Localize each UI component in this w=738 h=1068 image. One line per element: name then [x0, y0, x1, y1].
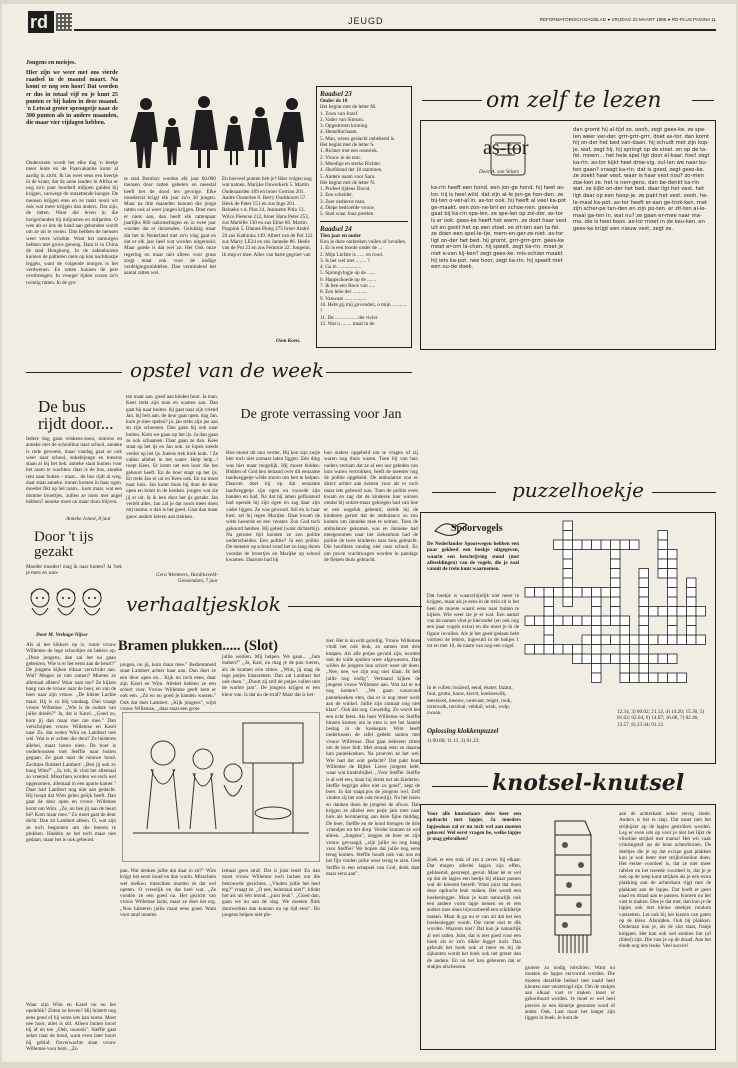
crossword-cell [544, 645, 554, 655]
raadsel-line: Het begint met de letter N. [320, 179, 376, 186]
crossword-cell [582, 540, 592, 550]
bus-text: Iedere dag gaan reiskeus-zoen, tourons en anneke met de schoolbus naar school, anneke is rede gewoest, maar vandag gaat ze ook weer naar school, enkelejonge en toeuros staan al bij het hek. anneke staat bumen voor het raam te wachten. daar is de bus, anneke rent naar buiten - maar... de bus rijdt al weg. daar staat anneke. tranen komen in haar ogen. moeder fikt op het raam... kom maar. wat een domme broertjes, zullen ze niets met angel hebben? anneke moet nu maar thuis blijven. [26, 436, 122, 505]
raadsel-line: 1. Er is een mooie onder de ... [320, 245, 383, 252]
banner-line [422, 100, 482, 101]
puzzel-body: Dat boekje is waarschijnlijk niet meer te krijgen, maar als je eens in de trein zit is het heel de moeite waard eens naar buiten te kijken. Wie weet zie je er wat. Een aantal van de namen vind je hieronder (en ook nog een paar vogels extra) en die moet je in de figuur invullen. Als je het goed gedaan hebt vormen de letters, ingevuld in de hokjes 1 tot en met 10, de naam van nog een vogel. [427, 593, 519, 650]
crossword-cell [592, 626, 602, 636]
crossword-cell [687, 626, 697, 636]
crossword-cell [696, 635, 706, 645]
crossword-cell [544, 607, 554, 617]
crossword-cell [592, 645, 602, 655]
banner-line-2 [652, 492, 716, 493]
zelf-banner [422, 86, 714, 116]
raadsel-line: 4. Hoofdstad der 10 stammen. [320, 167, 383, 174]
raadsel-23-subtitle: Onder de 10 [320, 98, 348, 104]
verhaal-left-column-end: Waar zijn Wim en Karel nu nu het opeinhik? Zitten ze boven? Hij luistert nog eens goed of hij soms iets kan horen. Moet nee hoor, alles is stil. Alleen buiten hoort hij af en toe ,,Oeh, oooooh". Steffie gaat zeker naar de hond, want even later hoort hij geblaf. Onverwachts staat vrouw Willemse voor hem. ,,Zo [26, 1002, 116, 1053]
crossword-cell [611, 635, 621, 645]
bus-signature: Anneke Jonest, 8 jaar [66, 516, 111, 522]
crossword-cell [668, 597, 678, 607]
crossword-cell [668, 626, 678, 636]
crossword-cell [639, 645, 649, 655]
raadsel-line: 2. Vrouw in de tent. [320, 154, 362, 161]
crossword-cell [611, 616, 621, 626]
crossword-cell [668, 654, 678, 664]
banner-line-2 [326, 372, 412, 373]
crossword-cell [535, 616, 545, 626]
raadsel-line: 8. Een lelie der ........... [320, 289, 367, 296]
crossword-cell [687, 597, 697, 607]
crossword-cell [573, 616, 583, 626]
banner-line-2 [692, 100, 714, 101]
crossword-cell [630, 673, 640, 683]
crossword-cell [563, 559, 573, 569]
raadsel-23-list [320, 104, 408, 217]
raadsel-line: 5. Stad waar Jona preekte. [320, 211, 375, 218]
crossword-cell [563, 597, 573, 607]
crossword-cell [601, 635, 611, 645]
crossword-cell [592, 616, 602, 626]
crossword-cell [611, 607, 621, 617]
crossword-cell [544, 616, 554, 626]
crossword-cell [620, 616, 630, 626]
opstel-banner-text: opstel van de week [130, 358, 325, 382]
crossword-cell [696, 607, 706, 617]
crossword-cell [535, 588, 545, 598]
raadsel-line: 10. Hebt gij mij govonden, o mijn ............ ? [320, 301, 408, 315]
raadsel-line: 3. Zeer nedierne man. [320, 198, 366, 205]
banner-line [432, 786, 488, 787]
crossword-cell [592, 540, 602, 550]
crossword-cell [658, 569, 668, 579]
bookmark-illustration [525, 811, 617, 961]
crossword-cell [592, 664, 602, 674]
oplossing-title: Oplossing klokkenpuzzel [427, 727, 499, 735]
crossword-cell [592, 635, 602, 645]
crossword-cell [658, 531, 668, 541]
crossword-cell [630, 635, 640, 645]
crossword-cell [554, 645, 564, 655]
crossword-cell [668, 635, 678, 645]
verhaal-section [26, 632, 422, 1052]
crossword-cell [639, 664, 649, 674]
logo-text: rd [30, 12, 48, 32]
crossword-cell [525, 588, 535, 598]
ijs-text: Moeder moeder! mag ik naar buiten? Ja ?rek je mets en wan- [26, 564, 122, 577]
crossword-cell [658, 559, 668, 569]
crossword-cell [592, 588, 602, 598]
banner-line [288, 606, 422, 607]
intro-column-2: te stad Bombay worden elk jaar 60.000 mensen door ratten gebeten en meestal heeft het de dood ten gevolge. Elke moederrat krijgt elk jaar zo'n 30 jongen. Maar na drie maanden kunnen die jonge ratten ook al weer jongen krijgen. Doet men er niets aan, dan heeft elk rattenpaar jaarlijks 800 nakomelingen en in twee jaar worden dat er duizenden. Gelukkig maar dat het in Nederland met zo'n vlag gaat en dat er elk jaar heel wat worden uitgeroeid. Maar goede is dat wel zo. Het Ook onze regering nu maar niet alleen voor grass zorgt maar ook voor de nodige verdelgingsmiddelen. Dan verminderd het aantal ratten wel. [124, 176, 216, 277]
crossword-cell [563, 588, 573, 598]
verrassing-title: De grote verrassing voor Jan [240, 407, 402, 422]
crossword-cell [525, 616, 535, 626]
crossword-cell [639, 626, 649, 636]
puzzel-word-list: In te vullen: buizerd, eend, ekster, fazant, fuut, grutto, kauw, kievit, koekoewilk, meerkoet, meeuw, ooievaar, reiger, rook, torenvalk, turuluur, velduil, wink, wulp, zwaan. [427, 685, 513, 717]
crossword-cell [687, 635, 697, 645]
crossword-cell [668, 673, 678, 683]
crossword-cell [668, 578, 678, 588]
crossword-cell [658, 607, 668, 617]
crossword-cell [525, 645, 535, 655]
raadsel-line: 6. Happschoede op de ....... [320, 276, 377, 283]
intro-signature: Oom Koen. [276, 338, 301, 344]
greeting: Jongens en meisjes. [26, 60, 76, 66]
crossword-cell [601, 654, 611, 664]
raadsel-line: 1. Zoon van Jozef. [320, 110, 359, 117]
children-illustration [26, 584, 118, 628]
raadsel-line: 3. Opgedroten kroning. [320, 123, 369, 130]
knotsel-column-1: Zoek er een stuk of zes à zeven bij elkaar. Dat mogen allerlei lapjes zijn effen, gebloemd, gestreept, geruit. Maar let er wel op dat de lapjes een beetje bij elkaar passen wat de kleuren betreft. Want juist dat moet deze opdracht leuk maken. Het wordt een boekenlegger. Maar je kunt natuurlijk ook een andere vorm lapje nemen en er iets anders mee doen bijvoorbeeld een schildertje maken. Maar ik ga nu er van uit dat het een boekenlegger wordt. Die moet niet te dik worden. Waarom niet? Dat kun je natuurlijk al wel raden. Juist, dat is niet goed voor een boek als er zo'n dikke legger inzit. Dan gebruik het boek ook al meer en bij de zijkanten wordt het boek ook net groter dan de andere. En nu het kan gebeuren dat er stukjes afscheuren. [427, 857, 521, 971]
verhaal-mid-col-1: jongen, nu jij, kom maar mee." Bedremmeld staat Lambert achter haar aan. Dan doet ze een deur open en... Kijk nu toch eens, daar zijn Karel en Wim. Allebei hebben ze een schort voor. Vrouw Willemse geeft hem er ook een. ,,Zo en nu goed je handen wassen." Ook dat doet Lambert. ,,Kijk jongens", wijst vrouw Willemse, ,,daar staat een grote [120, 662, 216, 713]
verhaal-mid-col-3: pan. Wat denken jullie dat daar in zit?" Wim krijgt het eerst koud en dan warm. Misschien wel inelkeo. misschien moeten ze dat wel opeten. O vreselijk en dat heel wat. ,,Ze vonden ze een goed na. Het gezicht van vrouw Willemse lacht, maar ze doet het erg. ,,Nou luisteren jullie maar eens goed. Want voor straf moeten [120, 868, 216, 919]
crossword-cell [601, 588, 611, 598]
crossword-cell [668, 550, 678, 560]
crossword-cell [668, 559, 678, 569]
crossword-cell [592, 607, 602, 617]
kitchen-illustration [122, 712, 320, 862]
opstel-banner [26, 356, 412, 386]
crossword-cell [677, 607, 687, 617]
raadsel-line: 11. De ................. der rivier. [320, 314, 379, 321]
raadsel-line: 5. Man, wiens geslacht onbekend is. [320, 135, 396, 142]
zelf-banner-text: om zelf te lezen [486, 88, 662, 113]
crossword-cell [677, 673, 687, 683]
crossword-cell [573, 654, 583, 664]
zelf-author: Door A. van Velzen [479, 169, 519, 175]
intro-column-1: Onderussen wordt het elke dag 'n beetje meer lente en de Paasvakantie komt al aardig in zicht. Ik las weer eens een keertje in de krant, dat de anne landen in Afrika er nog zo'n paar honderd miljoen gulden bij krijgen, vanwege de ontzettende honger. De mensen krijgen eten en ze raakt nooit wit ook wat meer krijgen dan anders. Dat zijn, de ratten. Want die leven in die hongerlanden bij miljoenen en miljarden. O wee als er iets de hand aan gebonden wordt om ze uit te roeien. Dan hebben de mensen weer verre windste. Want het natuurgen hebben met grove genoog. Daar is in China de stad Hongkong. In de zakenhuizen kunnen de paltieten niets op kan nachtkastje leggen, want de volgende morgen is het verdwenen. En ratten kunnen de pest overbrengen. In vroeger tijden waren zo'n twintig ratten. In de gro- [26, 160, 118, 286]
crossword-cell [611, 540, 621, 550]
zelf-title: as-tor [483, 137, 529, 159]
crossword-cell [582, 616, 592, 626]
puzzel-banner [432, 476, 716, 508]
raadsel-24-subtitle: Tien jaar en ouder [320, 232, 362, 239]
crossword-cell [611, 597, 621, 607]
raadsel-line: 4. Ga in .................. [320, 264, 362, 271]
ijs-title: Door 't ijs gezakt [34, 529, 94, 560]
crossword-cell [687, 616, 697, 626]
crossword-cell [544, 597, 554, 607]
banner-line [26, 372, 122, 373]
crossword-cell [639, 569, 649, 579]
crossword-cell [658, 540, 668, 550]
raadsel-line: 2. Een scheider. [320, 192, 353, 199]
crossword-cell [544, 626, 554, 636]
knotsel-banner-text: knotsel-knutsel [492, 770, 685, 796]
crossword-cell [611, 550, 621, 560]
intro-column-3: En hoeveel punten heb je? Hier volgen nog wat namen. Marijke Ouwerkerk 5. Martin Oudenaarden 189 en broer Gerrian 201. Andre Oosterlee 8. Berry Oudshoorn 57. Henk de Pater 151 en zus Inge 201. Reineke v.d. Plas 24. Jeannette Pitlo 13. Wilco Pieterse 212, broer Hans Peter 253, zus Mariëlle 130 en zus Eline 66. Martin Poppink 5. Dianne Ploeg 275 broer André 20 zus Kathinka 149. Albert van de Pol 122 zus Marry LE24 en zus Janneke 86. Hedie van de Put 23 en zus Femmie 22. Jongelui, ik stop er mee. Alles van harte gegroet van [222, 176, 313, 258]
section-title: JEUGD [348, 16, 384, 26]
raadsel-line: Het begint met de letter S. [320, 142, 375, 149]
raadsel-line: 5. Andere naam voor Sara. [320, 173, 376, 180]
ijs-signature: Gera Wemmers, Hardinxveld-Giessendam, 7 jaar [156, 572, 218, 585]
crossword-cell [563, 531, 573, 541]
verrassing-column-1: Hoe moest dit nou verder, Hij kon zijn zusje hier toch niet zomaar laten liggen. Eén ding was hier maar mogelijk. Hij moest bidden. Bidden of God hen iemand over dit eenzame landweggetje wilde sturen om hen te helpen. Daarom doet hij op dat eenzame landweggetje zijn ogen en vouwde zijn handen en bad. Na dat hij amen gefluisterd had opende hij zijn ogen en zag daar zijn vader liggen. Ze was gewond. Stil en in haar kust, zei hij tegen Marijke. Daar kwam de witte hoeorde en een venster. Zou God toch gehoord hebben. Hij gebed (want dichterbij). Na gerume tijd konden ze zen politie onderscheiden. Een politie? Ja een politie. De meester op school vond het zo lang duren voordat de broertjes en Marijke op school kwamen. Daarom had hij [226, 450, 320, 564]
crossword-cell [658, 550, 668, 560]
knotsel-column-3: aan de achterkant zeker stevig slotte. Anders is het te slap. Dat moet met het strijkijzer op de lapjes geströken worden. Leg er even iets op voor je niet het lijkt de vliseline strijkel met mama! Het wit vaak vriezingstof op de bout achterbroien. De deeltjes die je op dat excipe gaat plakken kun je ook beter met strijkvliseline doen. Het eerste voordeel is, dat ze niet meer rafelen en het tweede voordeel is, dat je je ook op de zeep kunt strijken als je een extra plakking aan de achterkant rijgt met de plakkant aan de lapjes. Dat hoeft er geen naad en draad aan te passen. Komen nu het vast te maken. Doe je dat met, dan kun je de lapjes ook met kleine steekjes rondom vastzetten. Let ook bij het kiezen van gaten op de kleur. Afsnijden. Ook bij plakken. Onderaan kun je, als de slot staat, franje knippen. Het kan ook wel stroken lint (of ribbel) zijn. Die vast je op de draad. Aan het einde nog iets leuks. Veel succes! [619, 811, 711, 950]
crossword-cell [639, 588, 649, 598]
crossword-cell [611, 559, 621, 569]
raadsel-line: 4. Diepe bedroefde vrouw. [320, 205, 376, 212]
crossword-cell [668, 607, 678, 617]
crossword-cell [544, 588, 554, 598]
crossword-cell [611, 578, 621, 588]
intro-letter [26, 60, 316, 348]
masthead-rule [74, 29, 716, 31]
crossword-cell [592, 597, 602, 607]
crossword-cell [573, 588, 583, 598]
date-line: REFORMATORISCH DAGBLAD ● VRIJDAG 22 MAART 1985 ● RD-PLUS PAGINA 11 [539, 17, 716, 22]
crossword-cell [620, 540, 630, 550]
raadsel-line: 7. Ik ben een Roos van ..... [320, 283, 376, 290]
zelf-box [420, 120, 716, 350]
knotsel-lead: Voor alle knutselaars deze keer een opdracht met lapjes. Ja moeders lapjesdoos zal er nu toch wel aan moeten geloven! Wel eerst vragen he, welke lapjes je mag gebruiken? [427, 811, 521, 843]
crossword-cell [563, 550, 573, 560]
crossword-cell [563, 645, 573, 655]
verhaal-right-column: zier. Het is nu echt gezellig. Vrouw Willemse vindt het ook leuk, zo samen met drie knapen. Als alle potjes gevuld zijn, worden ook de vuile spullen weer afgewassen. Dan willen de jongens hun schort weer uit doen. ,,Nee, nee, we zijn nog niet klaar. Ik heb jullie nog nodig". Verbaasd kijken de jongens vrouw Willemse aan. Wat zal er nu nog komen?. ,,We gaan vanavond pannekoeken eten, dus er is nog meer werk aan de winkel. Jullie zijn zomaar nog niet klaar". Ook dat nog. Geweldig. Zo wordt het een echt feest. Als boer Willemse en Steffie binnen komen om te eten is net het laatste beslag in de koekepan. Wim heeft ondertussen de tafel gedekt samen met vrouw Willemse. Dan gaat iedereen zitten om de boer bidt. Met smaak eten ze daarna hun pannekoeken. Na proeven ze het wel. Wie had dat ooit gedacht? Dat pakt boer Willemse de Bijbel. Lieve jongens hebt, waar wat kinderbijbel. ,,Voor Steffie. Steffie is al wel een, maar hij denkt net als kinderen. Steffie begrijpt alles niet zo goed", zegt de boer. Ja dat snapt.pos de jongens wel. Zelf vinden zij het ook ook mooi(ij). Na het lezen en danken doen de jongens de afwas. Dan krijgen ze allebei een potje jam mee naar huis als herinnering aan deze fijne middag. De boer, Steffie en de hond brengen de drie vriendjes tot het dorp. Verder kunnen ze wel alleen. ,,Jongens", zeggen de boer en zijn vrouw gevraagd, ,,zijn jullie nu nog bang voor Steffie? We hopen dat jullie nog eens terug komen. Steffie houdt ook van ons en het fijn vinden jullie weer terug te zien. Ook Steffie is een schepsel van God, denk daar maar eens aan". [326, 638, 420, 877]
verhaal-mid-col-4: lemaal geen straf. Dat is juist leuk! En dan moet vrouw Willemse toch lachen om die betrouwde gezichtes. ,,Vinden jullie het heel erg?" vraagt ze. ,,O nee, helemaal niet!", klinkt het als uit één mond. ,,juist leuk". ,,Goed dan, gaan we nu aan de slag. We moeten flink doorwerken dan kunnen nu op tijd eten". Do jongens helpen met ple- [222, 868, 320, 919]
crossword-cell [592, 654, 602, 664]
crossword-cell [620, 664, 630, 674]
raadsel-24-intro: Kun je deze ontbreken vullen of invullen. [320, 238, 407, 245]
puzzel-intro: De Nederlandse Spoorwegen hebben een paar gekleed een boekje uitgegeven, waarin een beschrijving stond (met afbeeldingen) van de vogels, die je zoal vanuit de trein kunt waarnemen. [427, 541, 519, 573]
crossword-cell [668, 588, 678, 598]
raadsel-line: 1. Richter met een ossestok. [320, 148, 379, 155]
crossword-cell [563, 521, 573, 531]
crossword-cell [582, 588, 592, 598]
verhaal-left-column: Als al het kikkers op is, runnt vrouw Willemse de lege schooltjes en bekers op. ,,Deze jongens, dan zal het nu gaan gebeuren. Wie is er het eerst aan de beurt?" De jongens kijken elkaar verschrikt aan. Wat? Mogen ze niet samen? Moeten ze allemaal alleen? Waar naar toe? Ze kijken bang van de vrouw naar de boer, en van de boer naar zijn vrouw. ,,De kleine Lachie maar. Hij is zo blij vandaag. Dan vraagt vrouw Willemse: ,,Wie is de oudste van jullie drieën?" Ja, dat is Karel. ,,Goed zo, kom jij dan maar met me mee." Dan verschrijnen vrouw Willemse en Karel naar Za. dat weten Wim en Lambert ook wel. Wat is er achter die deur? Ze luisteren allebei, maar horen niets. De boer is onderhoussen met Steffie naar buiten gegaan. Ze gaan naar de nieuwe hond. Zachtjes fluistert Lambert: ,,Ben jij ook zo bang Wim?" ,,Ja, toh, ik vind het allemaal zo vreemd. Misschien worden we toch wel opgenomen, allemaal in een aparte kamer." Daar had Lambert nog niet aan gedacht. Hij hoopt dat Wim gelen gelijk heeft. Dan gaat de deur open en vrouw Willemse komt om Wim. ,,Ze, nu ben jij aan de beurt hé? Kom maar mee." Zo moet gaat de deur dicht. Dan zit Lambert alleen. O, wat zijn ze toch begonnen om die boeren te plukken. Hadden ze het toch maar niet gedaan, maar het is ook gebeurd. [26, 642, 116, 844]
crossword-cell [687, 578, 697, 588]
crossword-cell [582, 654, 592, 664]
crossword-cell [668, 569, 678, 579]
zelf-poem-left: ka-rin heeft een hond. een jon-ge hond. hij heet as-tor. hij is heel wild. dat zijn al-le jon-ge hon-den. ze bij-ten o-ver-al in. as-tor ook. hij heeft al veel ka-pot ge-maakt. een zon-ne-bril en schoe-nen. gees-ke gaat bij ka-rin spe-len. ze spe-len op zol-der. as-tor is er ook. gees-ke heeft het warm. ze doet haar vest uit en gooit het op een stoel. ze zit-ten aan ta-fel. ze doen een spel-le-tje. mem-en-ger-ze-niet. as-tor ligt on-der het bed. hij gromt. grrr-grrr-grrr. gees-ke moet er-om la-chen. hij speelt, zegt ka-rin. moet je niet e-ven kij-ken? zegt gees-ke. mis-schien maakt hij iets ka-pot. nee hoor, zegt ka-rin. hij speelt met een ou-de doek. [431, 185, 567, 271]
crossword-cell [639, 635, 649, 645]
banner-line [432, 492, 496, 493]
masthead [28, 11, 716, 33]
raadsel-line: 3. Is het wel met ........ ? [320, 257, 370, 264]
crossword-cell [639, 578, 649, 588]
crossword-cell [611, 588, 621, 598]
crossword-cell [658, 673, 668, 683]
raadsel-line: Het begint met de letter M. [320, 104, 377, 111]
verrassing-column-2: hun ouders opgebeld om te vragen of zij waren nog thuis waren. Toen bij van hun ouders vernam dat ze al een uur geleden van huis waren vertrokken, heeft de meester nog de politie opgebeld. De ambulance zou er direct achter aan komen voor als er toch maar iets gebeurd was. Toen de politie even kwam en zag dat de kinderen hier warsen omdat hij ontzet-maar gekregen had van hoe er een ongeluk gebeurd, stelde hij de kinderen gerust dat de ambulance zo zou komen om Janneke mee te nemen. Toen de ambulance gekomen was en Janneke had meegenomen naar het ziekenhuis had de politie de twee kinderen naar huis gebracht. Die hoofdzes vandag niet naar school. En om pra-te vrachtwagen worden in pandags de fietsen thuis gebracht. [324, 450, 418, 564]
raadsel-23-title: Raadsel 23 [320, 90, 352, 98]
crossword-cell [639, 673, 649, 683]
crossword-cell [630, 654, 640, 664]
raadsel-line: 3. Moedige en sterke Richter. [320, 160, 382, 167]
crossword-cell [554, 616, 564, 626]
crossword-cell [620, 673, 630, 683]
bus-title: De bus rijdt door... [38, 397, 114, 433]
raadsel-line: 12. Wat u ........ maal in de [320, 320, 375, 327]
intro-lead: Hier zijn we weer met ons vierde raadsel in de maand maart. Na komt er nog een hoor! Dat worden er dus in totaal vijf en je kunt 25 punten er bij halen in deze maand. 'n Letwat groter sprongetje naar de 300 punten als in andere maanden, die maar vier vijdagen hebben. [26, 70, 118, 127]
crossword-cell [554, 588, 564, 598]
crossword-cell [668, 616, 678, 626]
newspaper-page [2, 4, 736, 1062]
crossword-cell [573, 540, 583, 550]
crossword-cell [620, 626, 630, 636]
crossword-cell [639, 616, 649, 626]
crossword-cell [639, 607, 649, 617]
verhaal-title: Bramen plukken..... (Slot) [118, 638, 278, 654]
crossword-cell [563, 569, 573, 579]
raadsel-24-title: Raadsel 24 [320, 224, 352, 233]
crossword-cell [658, 635, 668, 645]
crossword-cell [601, 616, 611, 626]
raadsel-line: 2. Mijn Liefste is ...... en rood. [320, 251, 384, 258]
raadsel-line: 2. Vader van Simson. [320, 116, 365, 123]
crossword-cell [649, 635, 659, 645]
raadsel-line: 4. Hemelhichaam. [320, 129, 358, 136]
raadsel-box [316, 86, 412, 348]
crossword-cell [592, 673, 602, 683]
crossword-cell [630, 540, 640, 550]
raadsel-24-list [320, 245, 408, 327]
opstel-section [26, 394, 422, 585]
crossword-cell [563, 540, 573, 550]
knotsel-column-2: grotere zo nodig mischien. Want nu moeten de lapjes vervormd worden. Die moeten dezelfde bedoel met naald heel kleuren met verstevigd zijn. Om de stukjes aan elkaar vast te maken moet er geborduurd worden. Je moet er wel heel precies ze een kleurtje genomen word of ander. Ook. Laat maar het langer zijn liggen in boek. Je kunt de [525, 965, 615, 1022]
crossword-cell [687, 607, 697, 617]
rd-logo [28, 11, 72, 33]
crossword-cell [649, 654, 659, 664]
crossword-cell [582, 635, 592, 645]
verhaal-banner-text: verhaaltjesklok [126, 592, 281, 616]
logo-grid-icon [56, 13, 72, 31]
raadsel-line: 9. Vanwaar ................. [320, 295, 367, 302]
crossword-cell [639, 597, 649, 607]
crossword-cell [677, 635, 687, 645]
crossword-cell [639, 654, 649, 664]
crossword-cell [649, 607, 659, 617]
crossword-cell [554, 540, 564, 550]
puzzel-box [420, 512, 716, 764]
puzzel-title: Spoorvogels [451, 523, 503, 534]
puzzel-banner-text: puzzelhoekje [512, 478, 644, 502]
verhaal-author: Door M. Verhage-Nijsse [36, 632, 88, 638]
crossword-cell [620, 645, 630, 655]
zelf-poem-right: dan gromt hij al-tijd zo. oooh, zegt gees-ke. ze spe-len weer ver-der. grrr-grrr-grrr, doet as-tor. dan komt hij on-der het bed van-daan. hij schudt met zijn kop-je. waf, zegt hij. hij springt op de stoel. en op de ta-fel. moem... het hele spel ligt door el-kaar. foei! zegt ka-rin. as-tor kijkt heel droe-vig. zul-len we naar bu-ten gaan? vraagt ka-rin. dat is goed, zegt gees-ke. ze zoekt haar vest. waar is haar vest nou? zo-men zoe-ken ze. het is nerr-gens. dan be-denkt ka-rin wat. ze kijkt on-der het bed. daar ligt het vest. het ligt daar op een hoop-je. ze pakt het vest. oooh, he-le-maal ka-pot. as-tor heeft er-aan ge-trok-ken. met zijn scher-pe tan-den en zijn po-ten. er zit-ten al-le-maal ga-ten in. wat nu? ze gaan er-mee naar ma-ma. die is heel boos. as-tor moet in de keu-ken. en gees-ke krijgt een nieuw vest, zegt ze. [573, 127, 710, 232]
crossword-cell [563, 616, 573, 626]
crossword-cell [687, 588, 697, 598]
raadsel-line: 5. Sprongvlugje op de ...... [320, 270, 375, 277]
raadsel-divider [320, 221, 408, 222]
crossword-cell [573, 645, 583, 655]
crossword-cell [620, 635, 630, 645]
crossword-cell [544, 635, 554, 645]
verhaal-banner [26, 584, 422, 628]
raadsel-line: 1. Profeet tijdens David. [320, 186, 371, 193]
knotsel-banner [432, 768, 716, 802]
knotsel-box [420, 804, 716, 1050]
crossword-cell [649, 673, 659, 683]
oplossing-left: 1) 00.00; 11.11, 2) 01.23; [427, 738, 480, 744]
crossword-cell [611, 569, 621, 579]
verhaal-mid-col-2: jullie werken. Mij helpen. We gaan... ,,Jam maken?" ,,Ja, Karl, nu mag je de pan roeren, als de bramen erin zitten. ,,Wim, jij mag de lege potjes klaarzetten. Dan zal Lambert het ook doen." ,,Duurt zij zelf de potjes vullen met de warme jam". De jongens krijgen er een kleur van. Is dat nu de straf? Maar dat is hei- [222, 654, 320, 698]
family-silhouette [124, 90, 314, 170]
ijs-column-2: ten maar aan. goed aan kleden hoor. Ja man. Kees trekt zijn man en wanten aan. Dan gaat hij naar buiten. hij gaat naar zijn vriend Jan. hij belt aan. de deur gaat open. dag Jan. kom je mee spelen? ja. jan trekt zijn jas aan en zijn schoenen. Dan gaan hij ook naar buiten. Kom we gaan op het ijs. Ja dan gaan ze ook schaatsen. Daar gaan ze dan. Kees staat op het ijs en Jan ook. ze lopen steeds verder op het ijs. Ineens trek krek krak. ! Ze vallen allebei in het water. Help help...! roept Kees. Er komt net een boer die het gehoort heeft. En de boer stapt op het ijs. En trekt Jan er uit en Kees ook. En nu moet naar huis. Jan komt thuis hij doet de deur open en komt in de keuken. jongen wat zie jij er uit. ik ik ben door het ijs gezakt. Jan vertelt alles. Jan zal je dat nooit meer doen mij mama. o dan is het goed. Gaat dan maar gauw andere kleren aan trekken. [126, 394, 218, 520]
oplossing-right: 12.34, 3) 00.02; 21.12, 4) 14.20; 15.30, 5) 01.02; 02.04, 6) 14.07; 16.08, 7) 02.46; 13.57, 8) 23.34; 01.12. [617, 709, 705, 728]
crossword-cell [601, 540, 611, 550]
crossword-grid [525, 521, 711, 685]
crossword-cell [535, 645, 545, 655]
crossword-cell [620, 654, 630, 664]
crossword-cell [611, 654, 621, 664]
crossword-cell [563, 578, 573, 588]
crossword-cell [658, 654, 668, 664]
